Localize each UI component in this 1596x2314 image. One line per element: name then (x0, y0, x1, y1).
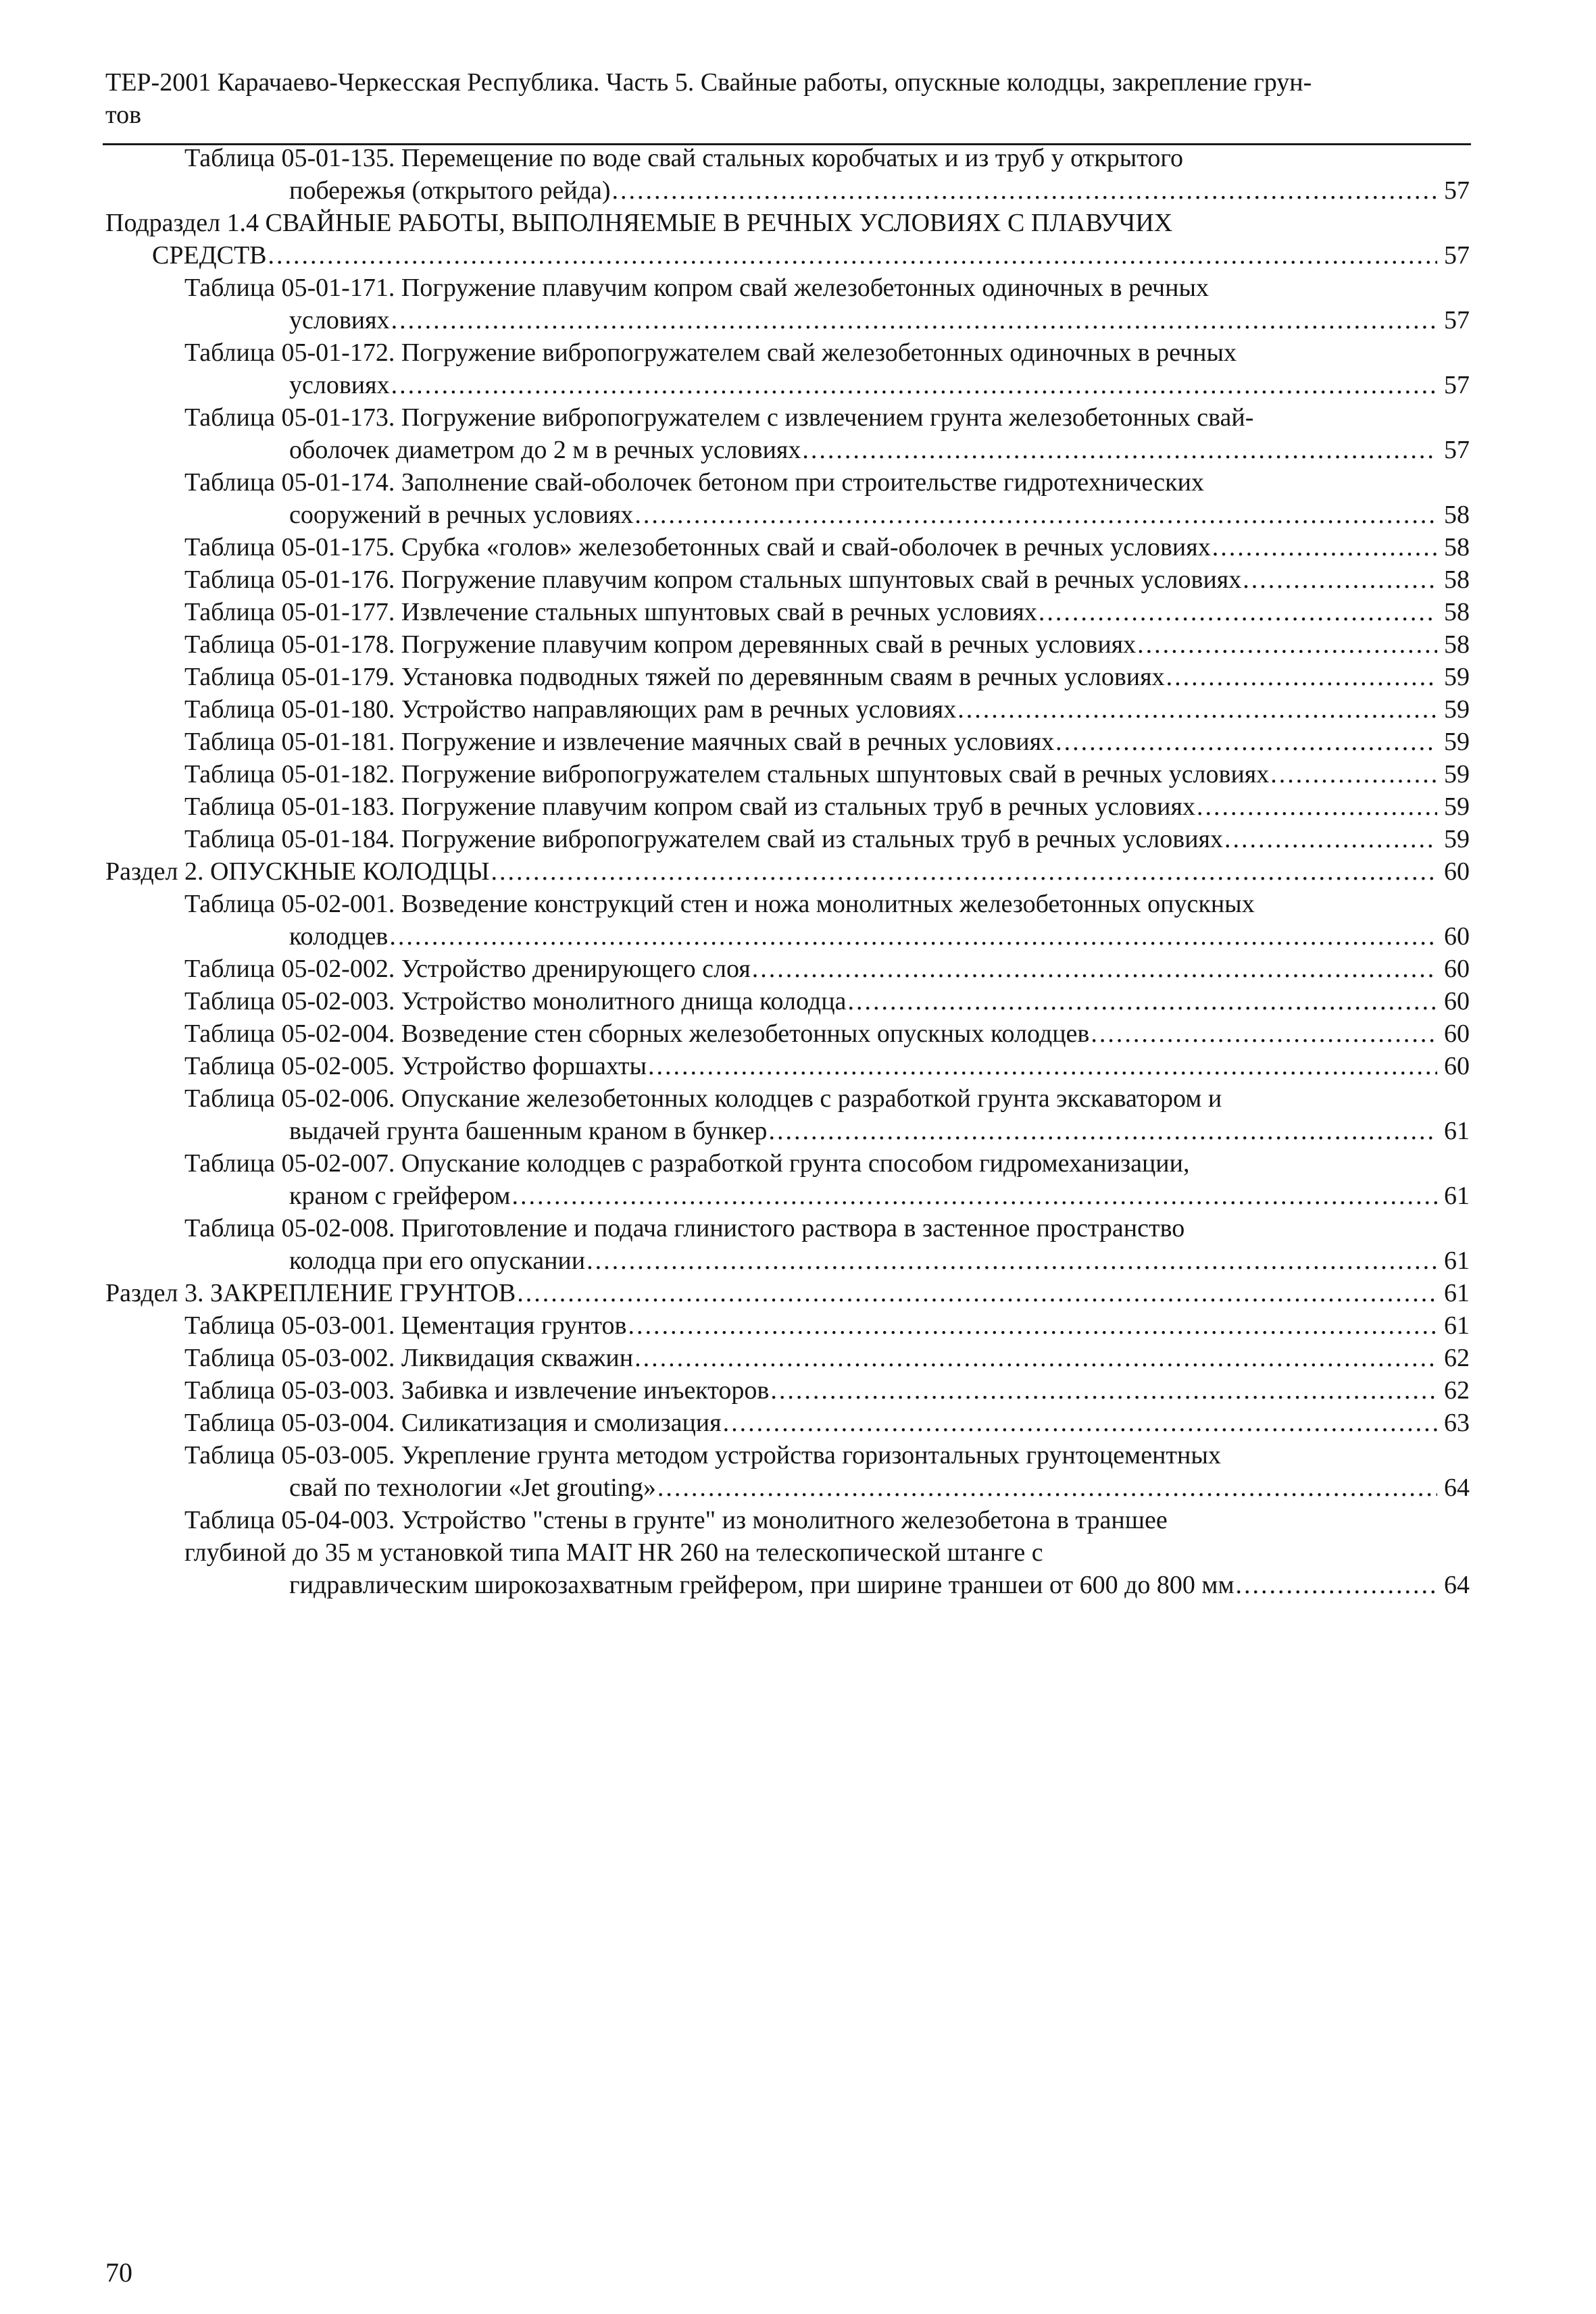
dot-leader (587, 1244, 1437, 1277)
dot-leader (391, 304, 1437, 336)
toc-entry-title-line: Таблица 05-01-173. Погружение вибропогружателем с извлечением грунта железобетонных свай- (184, 403, 1254, 432)
toc-entry-title-line: Таблица 05-01-135. Перемещение по воде свай стальных коробчатых и из труб у открытого (184, 144, 1183, 172)
toc-entry-title-line: Таблица 05-04-003. Устройство "стены в грунте" из монолитного железобетона в траншее (184, 1506, 1168, 1534)
toc-table-entry[interactable] (0, 1374, 1470, 1407)
toc-page-number: 59 (1444, 728, 1470, 756)
toc-page-number: 57 (1444, 436, 1470, 464)
toc-page-number: 63 (1444, 1409, 1470, 1437)
toc-page-number: 62 (1444, 1344, 1470, 1372)
toc-entry-last-line (184, 563, 1470, 596)
toc-entry-title-line: Раздел 3. ЗАКРЕПЛЕНИЕ ГРУНТОВ (105, 1279, 516, 1307)
toc-entry-last-line (184, 758, 1470, 790)
toc-page-number: 62 (1444, 1376, 1470, 1405)
toc-page-number: 57 (1444, 241, 1470, 270)
toc-entry-title-line: Таблица 05-02-005. Устройство форшахты (184, 1052, 647, 1080)
toc-page-number: 61 (1444, 1247, 1470, 1275)
toc-page-number: 61 (1444, 1117, 1470, 1145)
toc-page-number: 60 (1444, 857, 1470, 886)
toc-entry-last-line (184, 953, 1470, 985)
toc-entry-last-line (184, 985, 1470, 1017)
dot-leader (847, 985, 1437, 1017)
dot-leader (391, 369, 1437, 401)
toc-entry-title-line: Таблица 05-01-171. Погружение плавучим копром свай железобетонных одиночных в речных (184, 274, 1209, 302)
dot-leader (1039, 596, 1437, 628)
toc-entry-title-line: Таблица 05-03-005. Укрепление грунта методом устройства горизонтальных грунтоцементных (184, 1441, 1221, 1469)
toc-entry-title-line: Таблица 05-01-175. Срубка «голов» железобетонных свай и свай-оболочек в речных условиях (184, 533, 1211, 561)
toc-table-entry[interactable] (0, 1082, 1470, 1147)
toc-page-number: 58 (1444, 565, 1470, 594)
toc-entry-title-line: Таблица 05-02-002. Устройство дренирующего слоя (184, 955, 751, 983)
toc-entry-title-line: Таблица 05-03-004. Силикатизация и смолизация (184, 1409, 722, 1437)
dot-leader (657, 1472, 1437, 1504)
toc-entry-title-line: Таблица 05-01-176. Погружение плавучим копром стальных шпунтовых свай в речных условиях (184, 565, 1242, 594)
toc-entry-last-line (184, 920, 1470, 953)
toc-entry-title-line: Таблица 05-01-180. Устройство направляющих рам в речных условиях (184, 695, 957, 724)
toc-table-entry[interactable] (0, 1017, 1470, 1050)
toc-page-number: 60 (1444, 1052, 1470, 1080)
dot-leader (1197, 790, 1437, 823)
toc-table-entry[interactable] (0, 1439, 1470, 1504)
dot-leader (957, 693, 1437, 726)
toc-entry-last-line (184, 596, 1470, 628)
toc-entry-title-line: условиях (289, 371, 390, 399)
toc-entry-last-line (184, 628, 1470, 661)
toc-table-entry[interactable] (0, 661, 1470, 693)
dot-leader (1137, 628, 1437, 661)
toc-entry-title-line: Раздел 2. ОПУСКНЫЕ КОЛОДЦЫ (105, 857, 490, 886)
toc-entry-title-line: гидравлическим широкозахватным грейфером, при ширине траншеи от 600 до 800 мм (289, 1571, 1235, 1599)
toc-entry-title-line: Таблица 05-02-001. Возведение конструкций стен и ножа монолитных железобетонных опускных (184, 890, 1255, 918)
toc-entry-title-line: Таблица 05-01-181. Погружение и извлечение маячных свай в речных условиях (184, 728, 1055, 756)
toc-entry-title-line: колодца при его опускании (289, 1247, 586, 1275)
toc-table-entry[interactable] (0, 693, 1470, 726)
toc-page-number: 60 (1444, 1020, 1470, 1048)
toc-table-entry[interactable] (0, 888, 1470, 953)
table-of-contents (0, 142, 1596, 1601)
toc-page-number: 64 (1444, 1474, 1470, 1502)
dot-leader (512, 1180, 1437, 1212)
toc-entry-title-line: Таблица 05-03-001. Цементация грунтов (184, 1311, 627, 1340)
toc-table-entry[interactable] (0, 466, 1470, 531)
toc-page-number: 57 (1444, 176, 1470, 205)
toc-page-number: 64 (1444, 1571, 1470, 1599)
toc-table-entry[interactable] (0, 953, 1470, 985)
toc-table-entry[interactable] (0, 401, 1470, 466)
toc-table-entry[interactable] (0, 531, 1470, 563)
toc-page-number: 58 (1444, 630, 1470, 659)
toc-entry-last-line (184, 369, 1470, 401)
toc-entry-last-line (184, 1407, 1470, 1439)
toc-entry-title-line: Таблица 05-01-177. Извлечение стальных шпунтовых свай в речных условиях (184, 598, 1037, 626)
toc-table-entry[interactable] (0, 1147, 1470, 1212)
toc-entry-last-line (184, 1115, 1470, 1147)
toc-table-entry[interactable] (0, 1342, 1470, 1374)
toc-table-entry[interactable] (0, 272, 1470, 336)
toc-page-number: 60 (1444, 987, 1470, 1015)
toc-entry-title-line: Таблица 05-03-002. Ликвидация скважин (184, 1344, 634, 1372)
toc-page-number: 60 (1444, 955, 1470, 983)
toc-page-number: 58 (1444, 598, 1470, 626)
toc-page-number: 59 (1444, 825, 1470, 853)
toc-entry-title-line: сооружений в речных условиях (289, 501, 634, 529)
toc-entry-last-line (184, 434, 1470, 466)
dot-leader (517, 1277, 1437, 1309)
toc-table-entry[interactable] (0, 790, 1470, 823)
header-line-1: ТЕР-2001 Карачаево-Черкесская Республика. Часть 5. Свайные работы, опускные колодцы, закрепление грун- (105, 68, 1312, 97)
toc-entry-last-line (184, 531, 1470, 563)
toc-entry-last-line (184, 1244, 1470, 1277)
toc-entry-last-line (184, 790, 1470, 823)
toc-page-number: 59 (1444, 663, 1470, 691)
toc-table-entry[interactable] (0, 628, 1470, 661)
toc-table-entry[interactable] (0, 1407, 1470, 1439)
toc-entry-title-line: Таблица 05-03-003. Забивка и извлечение инъекторов (184, 1376, 770, 1405)
dot-leader (1243, 563, 1437, 596)
toc-page-number: 61 (1444, 1311, 1470, 1340)
toc-entry-title-line: Таблица 05-02-006. Опускание железобетонных колодцев с разработкой грунта экскаватором и (184, 1084, 1222, 1113)
dot-leader (648, 1050, 1437, 1082)
dot-leader (802, 434, 1437, 466)
dot-leader (752, 953, 1437, 985)
toc-entry-last-line (184, 1342, 1470, 1374)
toc-page-number: 57 (1444, 371, 1470, 399)
toc-table-entry[interactable] (0, 823, 1470, 855)
toc-entry-title-line: Подраздел 1.4 СВАЙНЫЕ РАБОТЫ, ВЫПОЛНЯЕМЫЕ В РЕЧНЫХ УСЛОВИЯХ С ПЛАВУЧИХ (105, 209, 1173, 237)
dot-leader (491, 855, 1437, 888)
toc-entry-title-line: Таблица 05-01-182. Погружение вибропогружателем стальных шпунтовых свай в речных условиях (184, 760, 1270, 788)
toc-table-entry[interactable] (0, 336, 1470, 401)
toc-section-entry[interactable] (0, 855, 1470, 888)
toc-entry-last-line (105, 239, 1470, 272)
toc-table-entry[interactable] (0, 596, 1470, 628)
toc-entry-title-line: Таблица 05-01-174. Заполнение свай-оболочек бетоном при строительстве гидротехнических (184, 468, 1204, 497)
toc-entry-last-line (184, 1374, 1470, 1407)
toc-page-number: 58 (1444, 533, 1470, 561)
toc-page-number: 59 (1444, 760, 1470, 788)
toc-entry-last-line (184, 174, 1470, 207)
dot-leader (628, 1309, 1437, 1342)
header-line-2: тов (105, 101, 142, 129)
toc-entry-last-line (184, 1050, 1470, 1082)
toc-entry-last-line (184, 1472, 1470, 1504)
dot-leader (1236, 1569, 1437, 1601)
dot-leader (612, 174, 1437, 207)
dot-leader (1091, 1017, 1437, 1050)
toc-entry-title-line: Таблица 05-01-183. Погружение плавучим копром свай из стальных труб в речных условиях (184, 793, 1195, 821)
toc-table-entry[interactable] (0, 985, 1470, 1017)
dot-leader (268, 239, 1437, 272)
toc-page-number: 57 (1444, 306, 1470, 334)
toc-entry-title-line: свай по технологии «Jet grouting» (289, 1474, 656, 1502)
toc-entry-last-line (184, 726, 1470, 758)
toc-entry-title-line: Таблица 05-01-172. Погружение вибропогружателем свай железобетонных одиночных в речных (184, 338, 1237, 367)
toc-page-number: 60 (1444, 922, 1470, 951)
toc-table-entry[interactable] (0, 563, 1470, 596)
dot-leader (770, 1374, 1437, 1407)
toc-section-entry[interactable] (0, 1277, 1470, 1309)
toc-table-entry[interactable] (0, 1050, 1470, 1082)
toc-entry-title-line: условиях (289, 306, 390, 334)
toc-entry-last-line (184, 1180, 1470, 1212)
toc-entry-title-line: глубиной до 35 м установкой типа MAIT HR 260 на телескопической штанге с (184, 1538, 1043, 1567)
toc-entry-title-line: оболочек диаметром до 2 м в речных условиях (289, 436, 801, 464)
toc-entry-title-line: Таблица 05-01-179. Установка подводных тяжей по деревянным сваям в речных условиях (184, 663, 1165, 691)
dot-leader (634, 1342, 1437, 1374)
dot-leader (1212, 531, 1437, 563)
toc-table-entry[interactable] (0, 726, 1470, 758)
toc-entry-last-line (184, 499, 1470, 531)
toc-entry-last-line (184, 1569, 1470, 1601)
toc-entry-title-line: Таблица 05-02-008. Приготовление и подача глинистого раствора в застенное пространство (184, 1214, 1185, 1242)
dot-leader (768, 1115, 1437, 1147)
toc-entry-title-line: Таблица 05-01-184. Погружение вибропогружателем свай из стальных труб в речных условиях (184, 825, 1224, 853)
toc-entry-last-line (105, 855, 1470, 888)
toc-entry-title-line: Таблица 05-02-003. Устройство монолитного днища колодца (184, 987, 847, 1015)
toc-entry-title-line: выдачей грунта башенным краном в бункер (289, 1117, 768, 1145)
toc-entry-last-line (105, 1277, 1470, 1309)
toc-entry-title-line: краном с грейфером (289, 1182, 511, 1210)
toc-entry-title-line: Таблица 05-01-178. Погружение плавучим копром деревянных свай в речных условиях (184, 630, 1137, 659)
toc-entry-title-line: Таблица 05-02-007. Опускание колодцев с разработкой грунта способом гидромеханизации, (184, 1149, 1190, 1178)
dot-leader (1224, 823, 1437, 855)
toc-page-number: 61 (1444, 1279, 1470, 1307)
page-number: 70 (105, 2257, 132, 2288)
dot-leader (1270, 758, 1437, 790)
toc-entry-title-line: побережья (открытого рейда) (289, 176, 611, 205)
toc-table-entry[interactable] (0, 1504, 1470, 1601)
dot-leader (1055, 726, 1437, 758)
toc-entry-title-line: СРЕДСТВ (152, 241, 267, 270)
toc-table-entry[interactable] (0, 1309, 1470, 1342)
toc-entry-last-line (184, 1309, 1470, 1342)
dot-leader (389, 920, 1437, 953)
toc-page-number: 59 (1444, 793, 1470, 821)
toc-entry-last-line (184, 823, 1470, 855)
toc-page-number: 61 (1444, 1182, 1470, 1210)
toc-page-number: 59 (1444, 695, 1470, 724)
running-header (105, 66, 1450, 131)
toc-entry-title-line: колодцев (289, 922, 389, 951)
toc-section-entry[interactable] (0, 207, 1470, 272)
toc-entry-last-line (184, 661, 1470, 693)
toc-entry-last-line (184, 1017, 1470, 1050)
toc-table-entry[interactable] (0, 1212, 1470, 1277)
dot-leader (634, 499, 1437, 531)
toc-entry-last-line (184, 693, 1470, 726)
toc-entry-title-line: Таблица 05-02-004. Возведение стен сборных железобетонных опускных колодцев (184, 1020, 1090, 1048)
toc-table-entry[interactable] (0, 142, 1470, 207)
toc-entry-last-line (184, 304, 1470, 336)
toc-table-entry[interactable] (0, 758, 1470, 790)
dot-leader (1166, 661, 1437, 693)
dot-leader (723, 1407, 1437, 1439)
toc-page-number: 58 (1444, 501, 1470, 529)
